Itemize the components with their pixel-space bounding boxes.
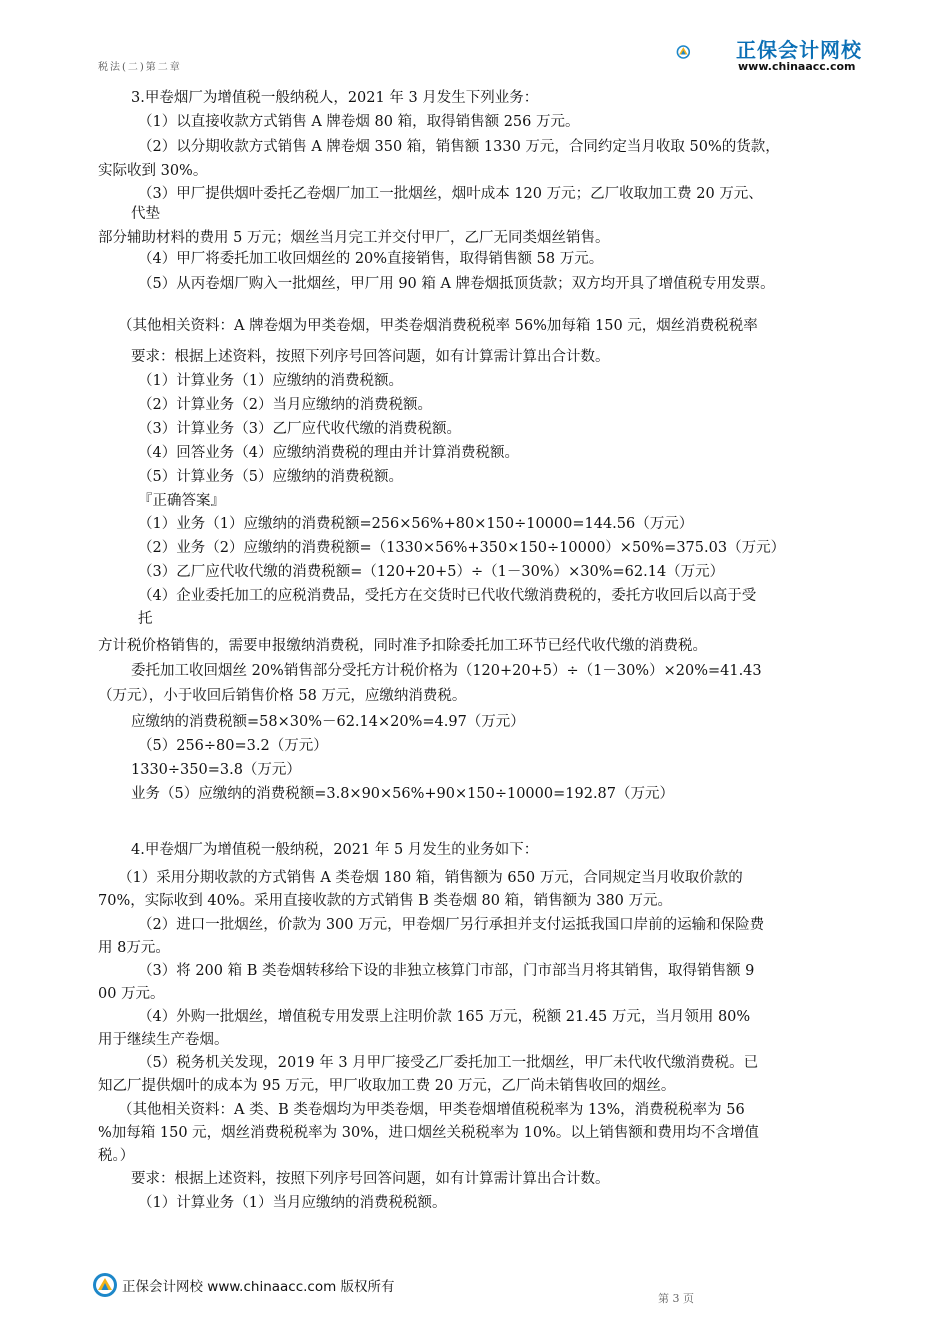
q3-answer-4-cut: 托 [138,611,153,627]
q3-answer-4-result: 应缴纳的消费税额=58×30%－62.14×20%=4.97（万元） [131,714,525,730]
q4-line-11: （其他相关资料：A 类、B 类卷烟均为甲类卷烟，甲类卷烟增值税税率为 13%，消费税税率为 56 [118,1102,745,1118]
q3-answer-4: （4）企业委托加工的应税消费品，受托方在交货时已代收代缴消费税的，委托方收回后以高于受 [138,588,757,604]
q3-item-3-cont: 代垫 [131,206,160,222]
footer-copyright: 正保会计网校 www.chinaacc.com 版权所有 [122,1279,395,1295]
brand-logo-icon [676,28,734,76]
q3-answer-4-cont: 方计税价格销售的，需要申报缴纳消费税，同时准予扣除委托加工环节已经代收代缴的消费税。 [98,638,707,654]
q3-question-2: （2）计算业务（2）当月应缴纳的消费税额。 [138,397,432,413]
footer-logo-icon [92,1272,118,1298]
brand-name: 正保会计网校 [736,38,862,62]
page-number: 第 3 页 [658,1292,694,1305]
q3-answer-1: （1）业务（1）应缴纳的消费税额=256×56%+80×150÷10000=144.56（万元） [138,516,694,532]
q4-line-1: （1）采用分期收款的方式销售 A 类卷烟 180 箱，销售额为 650 万元，合同规定当月收取价款的 [118,870,743,886]
q4-line-10: 知乙厂提供烟叶的成本为 95 万元，甲厂收取加工费 20 万元，乙厂尚未销售收回的烟丝。 [98,1078,676,1094]
header-fragment: 税法(二)第二章 [98,62,182,73]
q4-line-13: 税。） [98,1148,135,1164]
q3-requirement: 要求：根据上述资料，按照下列序号回答问题，如有计算需计算出合计数。 [131,349,610,365]
q4-line-5: （3）将 200 箱 B 类卷烟转移给下设的非独立核算门市部，门市部当月将其销售，取得销售额 9 [138,963,755,979]
q4-line-8: 用于继续生产卷烟。 [98,1032,229,1048]
q3-answer-3: （3）乙厂应代收代缴的消费税额=（120+20+5）÷（1－30%）×30%=62.14（万元） [138,564,725,580]
q3-answer-5-result-cut: 业务（5）应缴纳的消费税额=3.8×90×56%+90×150÷10000=192.87（万元） [131,786,674,802]
q3-answer-4-detail: 委托加工收回烟丝 20%销售部分受托方计税价格为（120+20+5）÷（1－30%）×20%=41.43 [131,663,762,679]
q3-question-4: （4）回答业务（4）应缴纳消费税的理由并计算消费税额。 [138,445,519,461]
q3-question-1: （1）计算业务（1）应缴纳的消费税额。 [138,373,403,389]
q3-question-3: （3）计算业务（3）乙厂应代收代缴的消费税额。 [138,421,461,437]
q4-question-1: （1）计算业务（1）当月应缴纳的消费税税额。 [138,1195,447,1211]
q4-line-2: 70%，实际收到 40%。采用直接收款的方式销售 B 类卷烟 80 箱，销售额为 380 万元。 [98,893,673,909]
q3-item-5: （5）从丙卷烟厂购入一批烟丝，甲厂用 90 箱 A 牌卷烟抵顶货款；双方均开具了增值税专用发票。 [138,276,775,292]
q3-answer-label: 『正确答案』 [138,493,225,509]
q3-item-3-cont2: 部分辅助材料的费用 5 万元；烟丝当月完工并交付甲厂，乙厂无同类烟丝销售。 [98,230,610,246]
q4-line-6: 00 万元。 [98,986,165,1002]
q3-item-2-cont: 实际收到 30%。 [98,163,208,179]
q4-title-cut: 4.甲卷烟厂为增值税一般纳税，2021 年 5 月发生的业务如下： [131,842,539,858]
q4-line-9: （5）税务机关发现，2019 年 3 月甲厂接受乙厂委托加工一批烟丝，甲厂未代收代缴消费税。已 [138,1055,759,1071]
q3-item-2: （2）以分期收款方式销售 A 牌卷烟 350 箱，销售额 1330 万元，合同约定当月收取 50%的货款， [138,139,780,155]
q4-line-12: %加每箱 150 元，烟丝消费税税率为 30%，进口烟丝关税税率为 10%。以上销售额和费用均不含增值 [98,1125,759,1141]
q3-answer-5-step: 1330÷350=3.8（万元） [131,762,301,778]
q4-line-7: （4）外购一批烟丝，增值税专用发票上注明价款 165 万元，税额 21.45 万元，当月领用 80% [138,1009,751,1025]
q3-answer-4-detail-cut: （万元），小于收回后销售价格 58 万元，应缴纳消费税。 [98,688,467,704]
q3-answer-2: （2）业务（2）应缴纳的消费税额=（1330×56%+350×150÷10000）×50%=375.03（万元） [138,540,786,556]
q3-question-5: （5）计算业务（5）应缴纳的消费税额。 [138,469,403,485]
q3-title: 3.甲卷烟厂为增值税一般纳税人，2021 年 3 月发生下列业务： [131,90,539,106]
brand-url: www.chinaacc.com [738,60,856,73]
q3-item-4: （4）甲厂将委托加工收回烟丝的 20%直接销售，取得销售额 58 万元。 [138,251,604,267]
q3-answer-5: （5）256÷80=3.2（万元） [138,738,328,754]
q4-line-4: 用 8万元。 [98,940,170,956]
q3-item-3: （3）甲厂提供烟叶委托乙卷烟厂加工一批烟丝，烟叶成本 120 万元；乙厂收取加工费 20 万元、 [138,186,763,202]
q3-item-1: （1）以直接收款方式销售 A 牌卷烟 80 箱，取得销售额 256 万元。 [138,114,580,130]
q4-requirement: 要求：根据上述资料，按照下列序号回答问题，如有计算需计算出合计数。 [131,1171,610,1187]
q3-other-info-cut: （其他相关资料：A 牌卷烟为甲类卷烟，甲类卷烟消费税税率 56%加每箱 150 元，烟丝消费税税率 [118,318,758,334]
q4-line-3: （2）进口一批烟丝，价款为 300 万元，甲卷烟厂另行承担并支付运抵我国口岸前的运输和保险费 [138,917,765,933]
